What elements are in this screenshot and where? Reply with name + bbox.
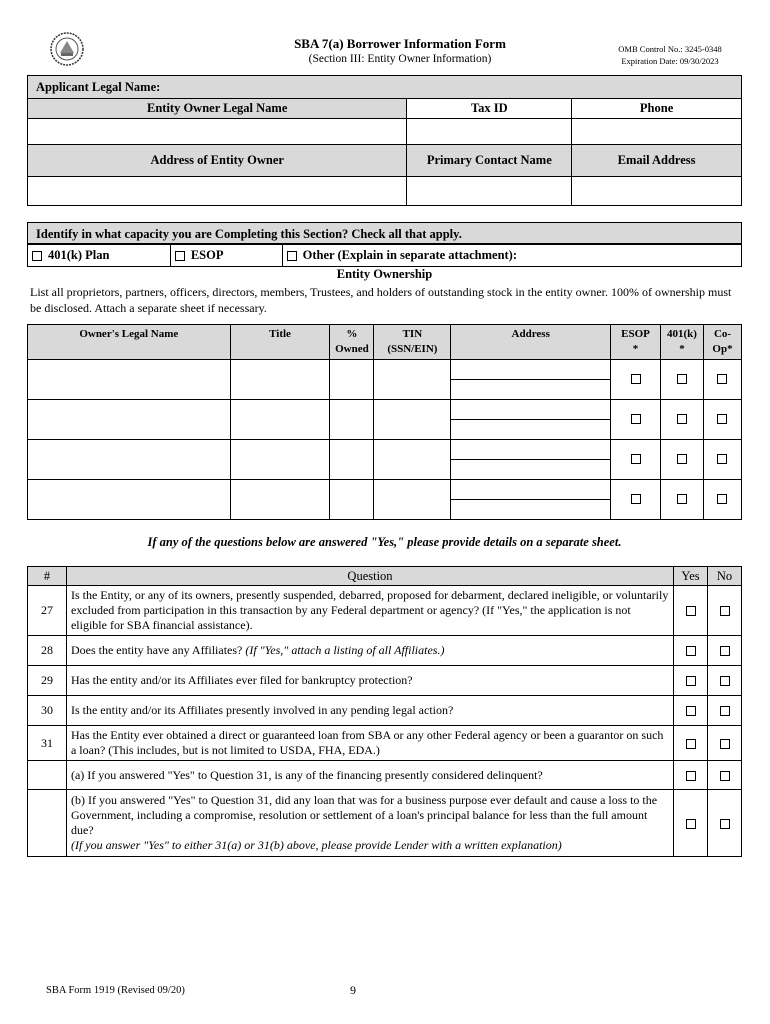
owner-401k-header [661,325,704,360]
q28-yes-checkbox[interactable] [686,646,696,656]
col-question-header: Question [66,567,673,586]
checkbox-esop[interactable] [175,251,185,261]
omb-control-number: OMB Control No.: 3245-0348 [618,44,722,54]
checkbox-401k[interactable] [32,251,42,261]
email-header: Email Address [572,145,742,177]
owner-tin-header [374,325,451,360]
q31b-no-checkbox[interactable] [720,819,730,829]
owner-pct-field[interactable] [330,360,374,400]
q31a-no-cell [708,761,742,790]
q31-yes-cell [674,726,708,761]
question-row-29 [28,666,742,696]
owner-address-header: Address [451,325,611,360]
k401-checkbox[interactable] [677,374,687,384]
q30-no-checkbox[interactable] [720,706,730,716]
email-field[interactable] [572,177,742,206]
entity-ownership-title: Entity Ownership [336,267,433,281]
owner-title-field[interactable] [230,480,330,520]
q28-yes-cell [674,636,708,666]
coop-label: Co- [713,328,732,340]
question-29-text: Has the entity and/or its Affiliates ever filed for bankruptcy protection? [66,666,673,696]
owner-row [28,480,742,520]
phone-header: Phone [572,99,742,119]
k401-checkbox[interactable] [677,494,687,504]
tin-label: TIN [402,328,423,340]
question-31b-main: (b) If you answered "Yes" to Question 31, did any loan that was for a business purpose ever default and cause a loss to the Government, including a compromise, resolution or settlement of a loan's principal balance for less than the full amount due? [70,793,658,837]
coop-checkbox[interactable] [717,494,727,504]
q31-yes-checkbox[interactable] [686,739,696,749]
owner-name-field[interactable] [28,480,231,520]
q30-yes-checkbox[interactable] [686,706,696,716]
owner-name-header: Owner's Legal Name [28,325,231,360]
owner-title-field[interactable] [230,440,330,480]
footer-page-number: 9 [350,983,356,997]
entity-owner-legal-name-field[interactable] [28,119,407,145]
question-row-28 [28,636,742,666]
entity-owner-legal-name-header: Entity Owner Legal Name [28,99,407,119]
owner-address-field[interactable] [451,360,611,400]
owner-name-field[interactable] [28,400,231,440]
owner-title-field[interactable] [230,400,330,440]
owner-name-field[interactable] [28,360,231,400]
owner-401k-cell [661,480,704,520]
esop-star: * [632,343,639,355]
question-number: 30 [28,696,67,726]
k401-checkbox[interactable] [677,454,687,464]
question-28-note: (If "Yes," attach a listing of all Affiliates.) [245,643,445,657]
pct-label: % [346,328,358,340]
q31a-no-checkbox[interactable] [720,771,730,781]
form-subtitle: (Section III: Entity Owner Information) [308,53,492,65]
owned-label: Owned [335,343,369,355]
owner-title-header: Title [230,325,330,360]
q31-no-checkbox[interactable] [720,739,730,749]
owner-address-field[interactable] [451,480,611,520]
q31b-yes-checkbox[interactable] [686,819,696,829]
owner-esop-cell [611,360,661,400]
owner-row [28,440,742,480]
question-number: 27 [28,586,67,636]
address-field[interactable] [28,177,407,206]
question-row-27 [28,586,742,636]
owner-coop-cell [703,480,741,520]
question-row-31b [28,790,742,857]
question-number: 28 [28,636,67,666]
owner-coop-header [703,325,741,360]
question-number: 29 [28,666,67,696]
owner-tin-field[interactable] [374,400,451,440]
ssn-ein-label: (SSN/EIN) [387,343,438,355]
applicant-legal-name-label: Applicant Legal Name: [28,76,742,99]
q31b-no-cell [708,790,742,857]
question-31-text: Has the Entity ever obtained a direct or guaranteed loan from SBA or any other Federal agency or been a guarantor on such a loan? (This includes, but is not limited to USDA, FHA, EDA.) [66,726,673,761]
owner-row [28,400,742,440]
omb-info [590,43,750,67]
question-27-text: Is the Entity, or any of its owners, presently suspended, debarred, proposed for debarment, declared ineligible, or voluntarily excluded from participation in this transaction by any Federal department or agency? (If "Yes," the application is not eligible for SBA financial assistance). [66,586,673,636]
owner-esop-cell [611,480,661,520]
question-31b-text [66,790,673,857]
capacity-heading: Identify in what capacity you are Completing this Section? Check all that apply. [27,222,742,244]
q29-no-checkbox[interactable] [720,676,730,686]
owner-pct-header [330,325,374,360]
sba-seal-logo [50,32,84,66]
q31a-yes-checkbox[interactable] [686,771,696,781]
q28-no-checkbox[interactable] [720,646,730,656]
col-num-header: # [28,567,67,586]
question-row-31a [28,761,742,790]
owner-esop-cell [611,400,661,440]
owner-row [28,360,742,400]
owner-401k-cell [661,360,704,400]
footer-form-number: SBA Form 1919 (Revised 09/20) [46,985,185,996]
esop-checkbox[interactable] [631,414,641,424]
esop-checkbox[interactable] [631,454,641,464]
owner-coop-cell [703,400,741,440]
k401-star: * [679,343,685,355]
owner-esop-cell [611,440,661,480]
owner-tin-field[interactable] [374,360,451,400]
q28-no-cell [708,636,742,666]
option-esop-label: ESOP [190,248,224,262]
capacity-table [27,244,742,267]
q27-yes-cell [674,586,708,636]
owner-pct-field[interactable] [330,440,374,480]
primary-contact-field[interactable] [407,177,572,206]
address-header: Address of Entity Owner [28,145,407,177]
primary-contact-header: Primary Contact Name [407,145,572,177]
owner-coop-cell [703,360,741,400]
option-401k[interactable] [28,245,171,267]
question-number-empty [28,761,67,790]
owner-esop-header [611,325,661,360]
questions-table [27,566,742,857]
owner-401k-cell [661,400,704,440]
owner-coop-cell [703,440,741,480]
owner-address-field[interactable] [451,440,611,480]
k401-label: 401(k) [667,328,697,340]
question-number-empty [28,790,67,857]
option-other[interactable] [282,245,741,267]
entity-ownership-instructions: List all proprietors, partners, officers, directors, members, Trustees, and holders of outstanding stock in the entity owner. 100% of ownership must be disclosed. Attach a separate sheet if necessary. [30,285,732,315]
checkbox-other[interactable] [287,251,297,261]
q29-yes-cell [674,666,708,696]
q30-yes-cell [674,696,708,726]
applicant-table [27,75,742,206]
questions-note: If any of the questions below are answered "Yes," please provide details on a separate sheet. [147,535,622,549]
esop-label: ESOP [621,328,650,340]
owner-address-field[interactable] [451,400,611,440]
owner-pct-field[interactable] [330,480,374,520]
esop-checkbox[interactable] [631,494,641,504]
question-number: 31 [28,726,67,761]
question-row-30 [28,696,742,726]
q27-no-checkbox[interactable] [720,606,730,616]
q27-yes-checkbox[interactable] [686,606,696,616]
coop-checkbox[interactable] [717,374,727,384]
question-row-31 [28,726,742,761]
question-28-main: Does the entity have any Affiliates? [70,643,243,657]
q27-no-cell [708,586,742,636]
coop-label-2: Op* [712,343,733,355]
option-esop[interactable] [170,245,282,267]
phone-field[interactable] [572,119,742,145]
q31-no-cell [708,726,742,761]
q29-no-cell [708,666,742,696]
coop-checkbox[interactable] [717,454,727,464]
coop-checkbox[interactable] [717,414,727,424]
tax-id-field[interactable] [407,119,572,145]
question-31b-note: (If you answer "Yes" to either 31(a) or 31(b) above, please provide Lender with a written explanation) [70,838,562,852]
owner-title-field[interactable] [230,360,330,400]
owner-pct-field[interactable] [330,400,374,440]
esop-checkbox[interactable] [631,374,641,384]
tax-id-header: Tax ID [407,99,572,119]
option-401k-label: 401(k) Plan [48,248,110,262]
q29-yes-checkbox[interactable] [686,676,696,686]
owners-table [27,324,742,520]
form-title: SBA 7(a) Borrower Information Form [294,36,506,51]
q31b-yes-cell [674,790,708,857]
q31a-yes-cell [674,761,708,790]
owner-401k-cell [661,440,704,480]
col-yes-header: Yes [674,567,708,586]
col-no-header: No [708,567,742,586]
option-other-label: Other (Explain in separate attachment): [302,248,518,262]
owner-tin-field[interactable] [374,440,451,480]
expiration-date: Expiration Date: 09/30/2023 [621,56,719,66]
q30-no-cell [708,696,742,726]
question-30-text: Is the entity and/or its Affiliates presently involved in any pending legal action? [66,696,673,726]
question-31a-text: (a) If you answered "Yes" to Question 31, is any of the financing presently considered delinquent? [66,761,673,790]
owner-tin-field[interactable] [374,480,451,520]
owner-name-field[interactable] [28,440,231,480]
k401-checkbox[interactable] [677,414,687,424]
question-28-text [66,636,673,666]
